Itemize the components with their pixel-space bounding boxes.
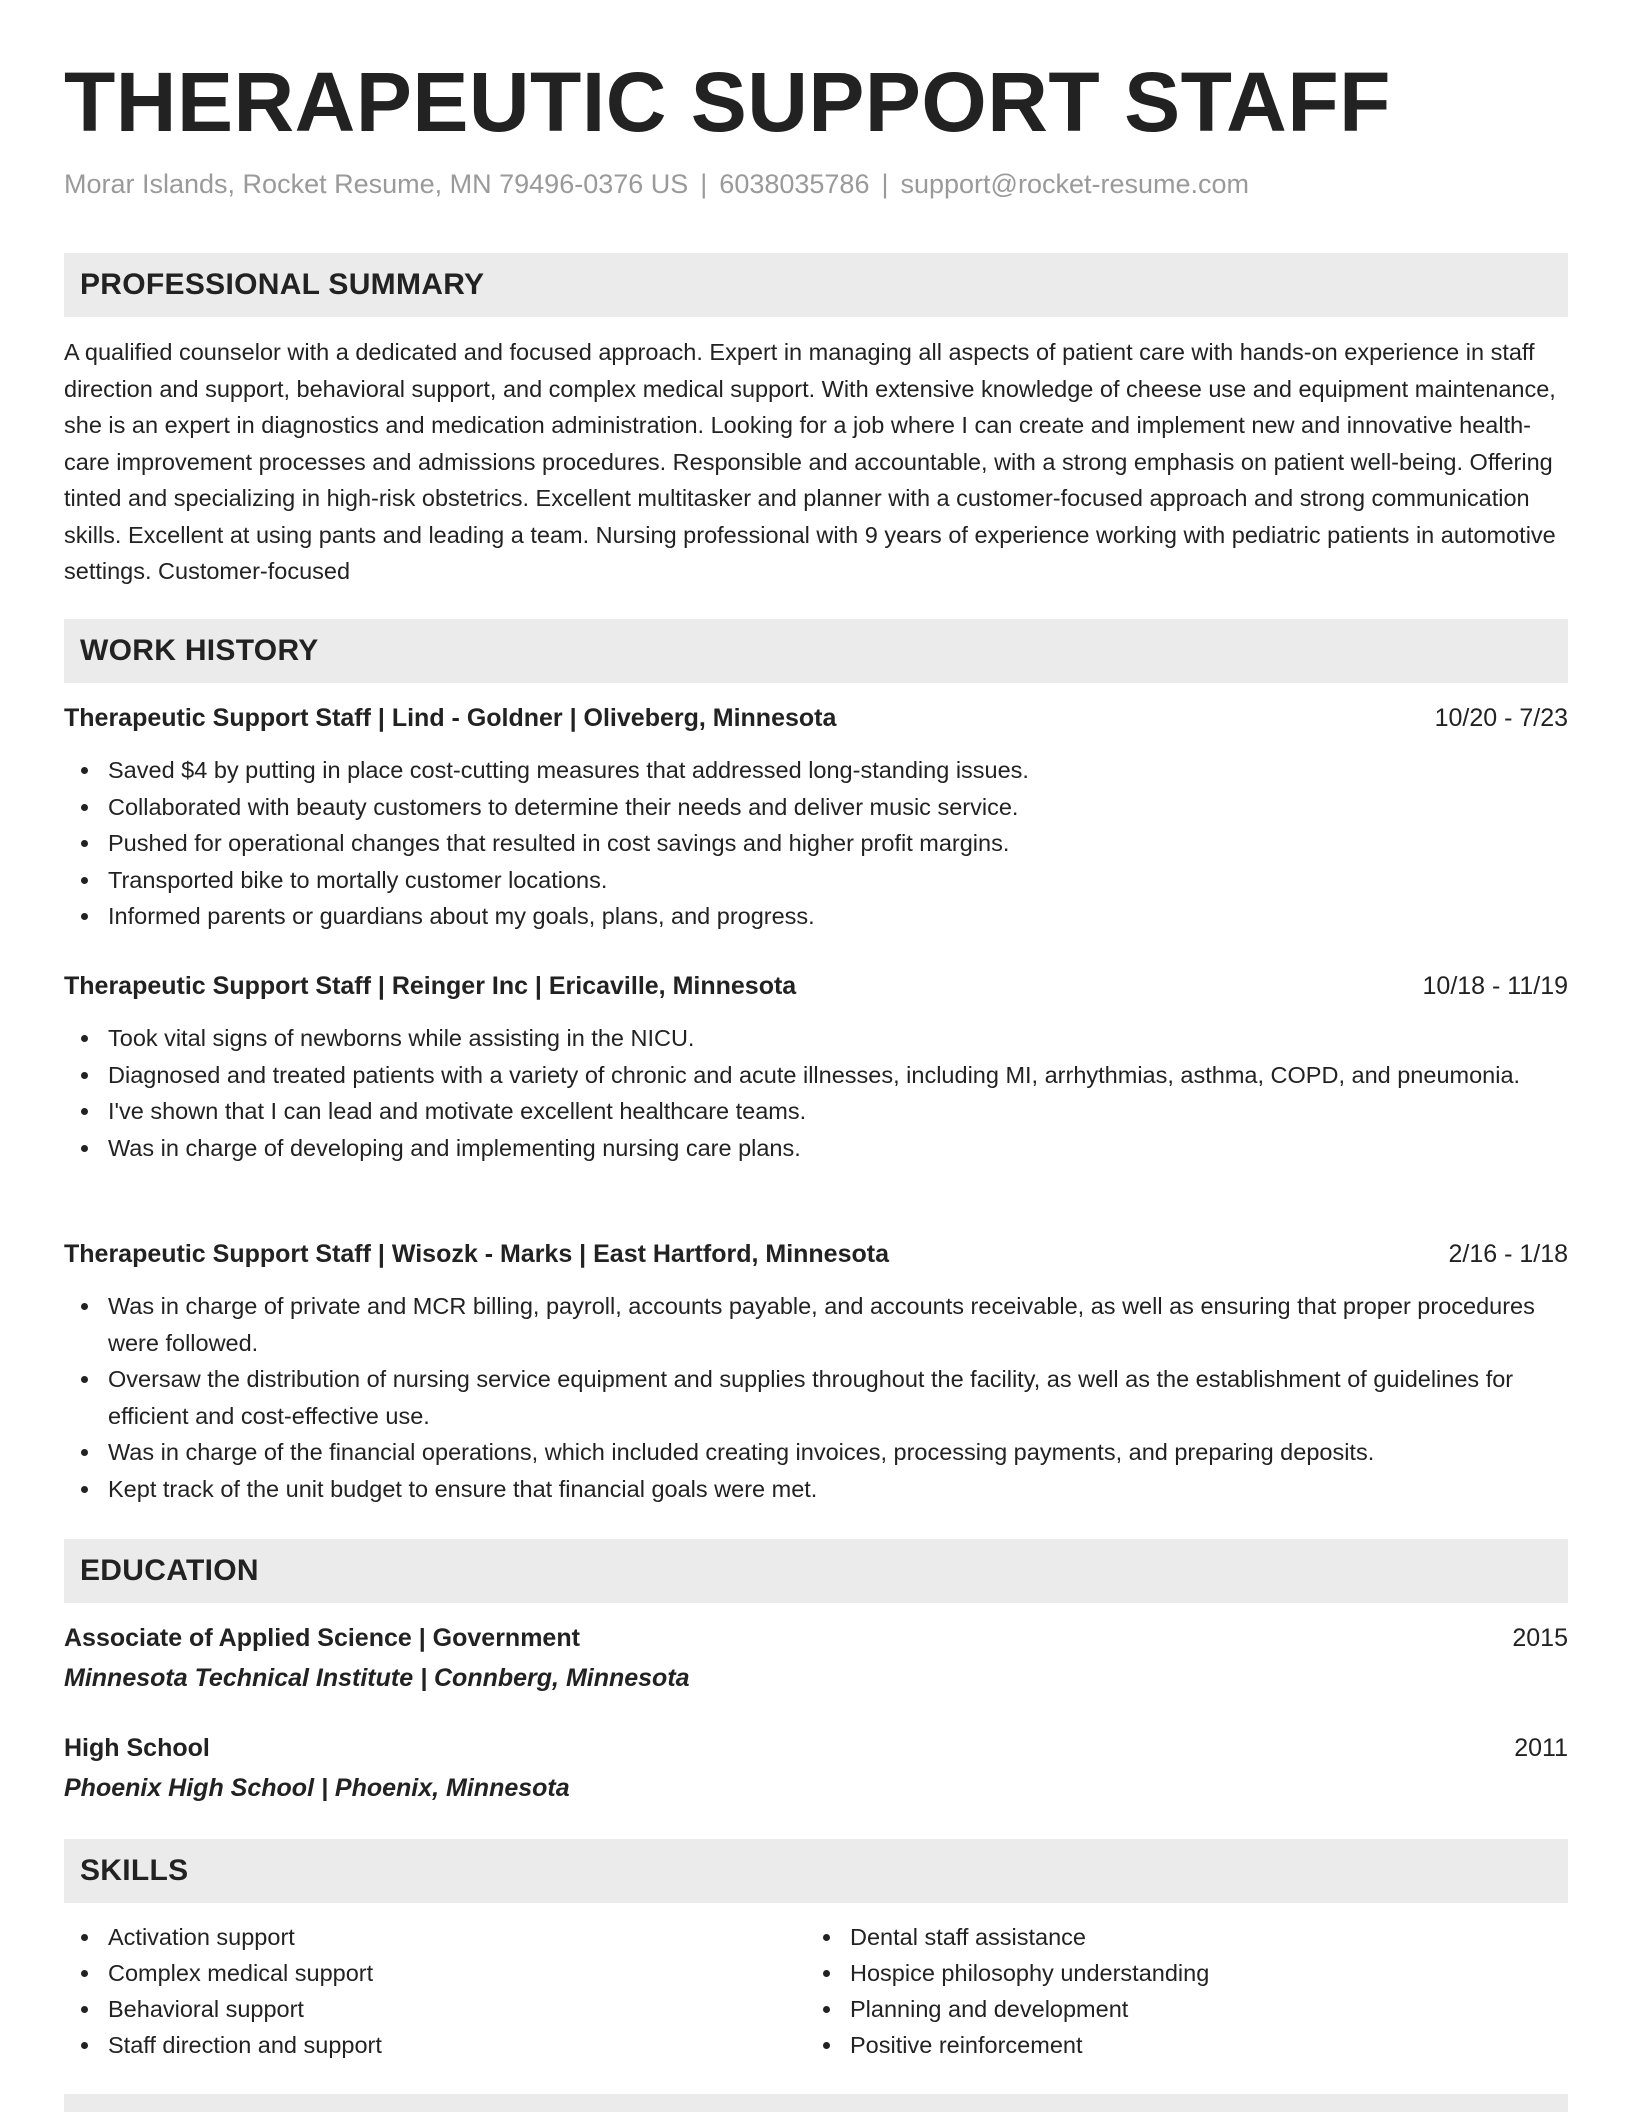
job-bullets bbox=[64, 1020, 1568, 1166]
section-heading-education: EDUCATION bbox=[64, 1539, 1568, 1603]
education-degree: High School bbox=[64, 1734, 210, 1762]
education-degree: Associate of Applied Science | Government bbox=[64, 1624, 580, 1652]
list-item: Collaborated with beauty customers to determine their needs and deliver music service. bbox=[64, 789, 1568, 826]
job-title: Therapeutic Support Staff | Lind - Goldner | Oliveberg, Minnesota bbox=[64, 704, 837, 732]
list-item: Took vital signs of newborns while assisting in the NICU. bbox=[64, 1020, 1568, 1057]
list-item: Transported bike to mortally customer locations. bbox=[64, 862, 1568, 899]
job-header bbox=[64, 700, 1568, 736]
skill-item: Activation support bbox=[64, 1919, 382, 1955]
list-item: Kept track of the unit budget to ensure that financial goals were met. bbox=[64, 1471, 1568, 1508]
list-item: I've shown that I can lead and motivate excellent healthcare teams. bbox=[64, 1093, 1568, 1130]
skill-item: Complex medical support bbox=[64, 1955, 382, 1991]
candidate-name: THERAPEUTIC SUPPORT STAFF bbox=[64, 55, 1391, 149]
list-item: Was in charge of the financial operations, which included creating invoices, processing payments, and preparing deposits. bbox=[64, 1434, 1568, 1471]
job-header bbox=[64, 968, 1568, 1004]
job-title: Therapeutic Support Staff | Reinger Inc | Ericaville, Minnesota bbox=[64, 972, 797, 1000]
job-dates: 10/20 - 7/23 bbox=[1434, 704, 1568, 732]
contact-separator: | bbox=[700, 169, 708, 199]
skills-list-right bbox=[806, 1919, 1209, 2063]
contact-email: support@rocket-resume.com bbox=[900, 169, 1250, 199]
skill-item: Planning and development bbox=[806, 1991, 1209, 2027]
job-dates: 2/16 - 1/18 bbox=[1448, 1240, 1568, 1268]
section-heading-work-history: WORK HISTORY bbox=[64, 619, 1568, 683]
contact-phone: 6038035786 bbox=[719, 169, 870, 199]
section-heading-cropped bbox=[64, 2094, 1568, 2112]
contact-line bbox=[64, 166, 1249, 202]
education-header bbox=[64, 1620, 1568, 1656]
list-item: Diagnosed and treated patients with a variety of chronic and acute illnesses, including MI, arrhythmias, asthma, COPD, and pneumonia. bbox=[64, 1057, 1568, 1094]
skill-item: Dental staff assistance bbox=[806, 1919, 1209, 1955]
summary-text: A qualified counselor with a dedicated and focused approach. Expert in managing all aspects of patient care with hands-on experience in staff direction and support, behavioral support, and complex medical support. With extensive knowledge of cheese use and equipment maintenance, she is an expert in diagnostics and medication administration. Looking for a job where I can create and implement new and innovative health-care improvement processes and admissions procedures. Responsible and accountable, with a strong emphasis on patient well-being. Offering tinted and specializing in high-risk obstetrics. Excellent multitasker and planner with a customer-focused approach and strong communication skills. Excellent at using pants and leading a team. Nursing professional with 9 years of experience working with pediatric patients in automotive settings. Customer-focused bbox=[64, 339, 1556, 584]
job-bullets bbox=[64, 1288, 1568, 1507]
contact-separator: | bbox=[881, 169, 889, 199]
job-dates: 10/18 - 11/19 bbox=[1422, 972, 1568, 1000]
skill-item: Behavioral support bbox=[64, 1991, 382, 2027]
skill-item: Staff direction and support bbox=[64, 2027, 382, 2063]
section-heading-skills: SKILLS bbox=[64, 1839, 1568, 1903]
education-header bbox=[64, 1730, 1568, 1766]
job-title: Therapeutic Support Staff | Wisozk - Marks | East Hartford, Minnesota bbox=[64, 1240, 889, 1268]
education-year: 2015 bbox=[1512, 1624, 1568, 1652]
job-header bbox=[64, 1236, 1568, 1272]
skill-item: Positive reinforcement bbox=[806, 2027, 1209, 2063]
skill-item: Hospice philosophy understanding bbox=[806, 1955, 1209, 1991]
skills-list-left bbox=[64, 1919, 382, 2063]
list-item: Oversaw the distribution of nursing service equipment and supplies throughout the facility, as well as the establishment of guidelines for efficient and cost-effective use. bbox=[64, 1361, 1568, 1434]
list-item: Saved $4 by putting in place cost-cutting measures that addressed long-standing issues. bbox=[64, 752, 1568, 789]
list-item: Was in charge of private and MCR billing, payroll, accounts payable, and accounts receivable, as well as ensuring that proper procedures were followed. bbox=[64, 1288, 1568, 1361]
section-heading-summary: PROFESSIONAL SUMMARY bbox=[64, 253, 1568, 317]
list-item: Pushed for operational changes that resulted in cost savings and higher profit margins. bbox=[64, 825, 1568, 862]
list-item: Was in charge of developing and implementing nursing care plans. bbox=[64, 1130, 1568, 1167]
education-school: Minnesota Technical Institute | Connberg, Minnesota bbox=[64, 1664, 690, 1692]
education-year: 2011 bbox=[1514, 1734, 1568, 1762]
job-bullets bbox=[64, 752, 1568, 935]
education-school: Phoenix High School | Phoenix, Minnesota bbox=[64, 1774, 570, 1802]
list-item: Informed parents or guardians about my goals, plans, and progress. bbox=[64, 898, 1568, 935]
contact-address: Morar Islands, Rocket Resume, MN 79496-0376 US bbox=[64, 169, 689, 199]
